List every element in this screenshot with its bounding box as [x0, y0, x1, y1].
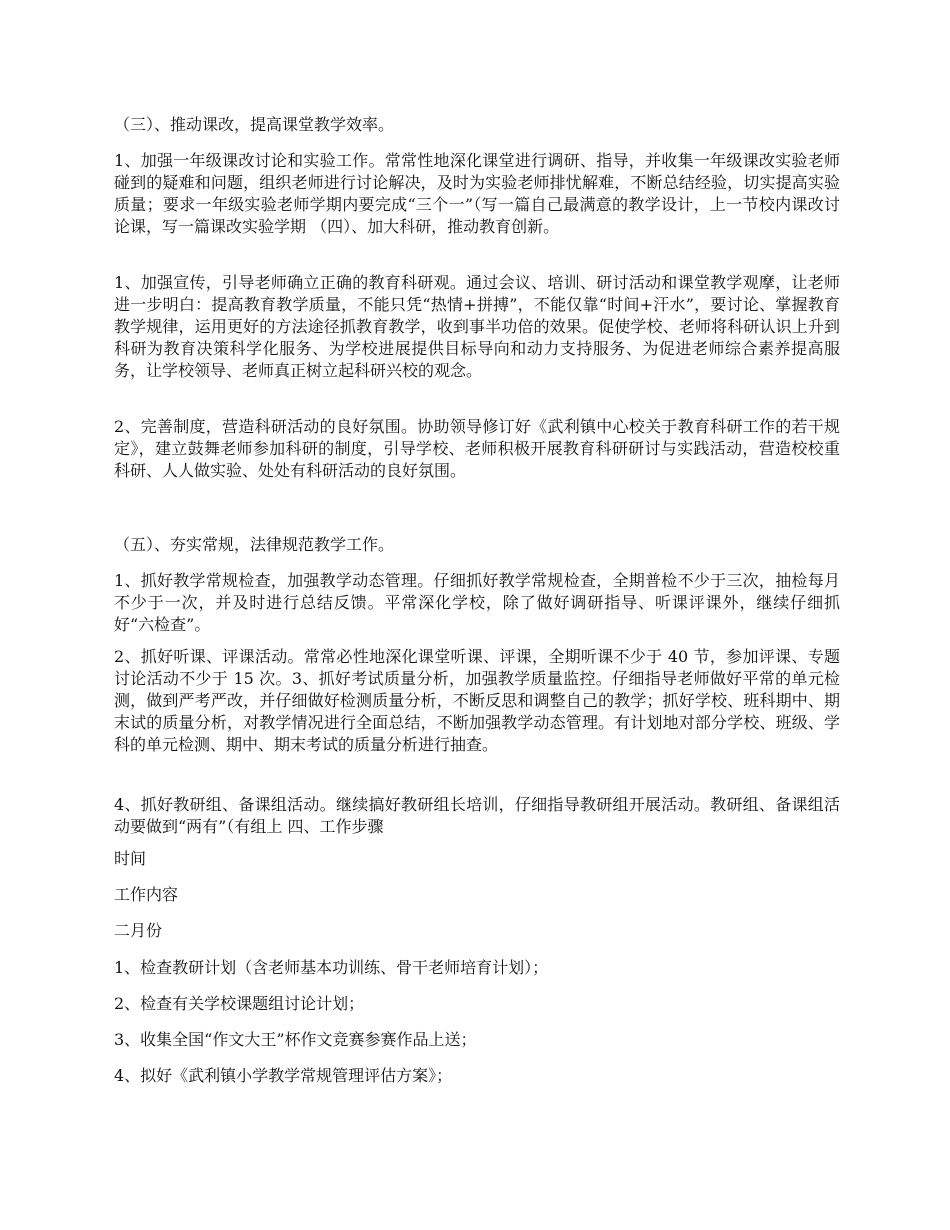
list-item-4: 4、拟好《武利镇小学教学常规管理评估方案》；: [114, 1066, 453, 1085]
label-work-content: 工作内容: [114, 885, 179, 904]
section5-paragraph-2: 2、抓好听课、评课活动。常常必性地深化课堂听课、评课，全期听课不少于 40 节，参加评课、专题讨论活动不少于 15 次。3、抓好考试质量分析，加强教学质量监控。仔细指导老师做好平常的单元检测，做到严考严改，并仔细做好检测质量分析，不断反思和调整自己的教学；抓好学校、班科期中、期末试的质量分析，对教学情况进行全面总结，不断加强教学动态管理。有计划地对部分学校、班级、学科的单元检测、期中、期末考试的质量分析进行抽查。: [114, 647, 840, 754]
label-time: 时间: [114, 849, 147, 868]
section5-paragraph-1: 1、抓好教学常规检查，加强教学动态管理。仔细抓好教学常规检查，全期普检不少于三次，抽检每月不少于一次，并及时进行总结反馈。平常深化学校，除了做好调研指导、听课评课外，继续仔细抓好“六检查”。: [114, 571, 840, 634]
list-item-1: 1、检查教研计划（含老师基本功训练、骨干老师培育计划）；: [114, 958, 549, 977]
list-item-3: 3、收集全国“作文大王”杯作文竞赛参赛作品上送；: [114, 1030, 477, 1049]
section3-paragraph-1: 1、加强一年级课改讨论和实验工作。常常性地深化课堂进行调研、指导，并收集一年级课改实验老师碰到的疑难和问题，组织老师进行讨论解决，及时为实验老师排忧解难，不断总结经验，切实提高实验质量；要求一年级实验老师学期内要完成“三个一”（写一篇自己最满意的教学设计，上一节校内课改讨论课，写一篇课改实验学期 （四）、加大科研，推动教育创新。: [114, 151, 840, 236]
section3-heading: （三）、推动课改，提高课堂教学效率。: [114, 115, 395, 134]
section5-heading: （五）、夯实常规，法律规范教学工作。: [114, 535, 395, 554]
section4-paragraph-1: 1、加强宣传，引导老师确立正确的教育科研观。通过会议、培训、研讨活动和课堂教学观摩，让老师进一步明白：提高教育教学质量，不能只凭“热情+拼搏”，不能仅靠“时间+汗水”，要讨论、掌握教育教学规律，运用更好的方法途径抓教育教学，收到事半功倍的效果。促使学校、老师将科研认识上升到科研为教育决策科学化服务、为学校进展提供目标导向和动力支持服务、为促进老师综合素养提高服务，让学校领导、老师真正树立起科研兴校的观念。: [114, 273, 840, 380]
section5-paragraph-3: 4、抓好教研组、备课组活动。继续搞好教研组长培训，仔细指导教研组开展活动。教研组、备课组活动要做到“两有”（有组上 四、工作步骤: [114, 795, 840, 836]
section4-paragraph-2: 2、完善制度，营造科研活动的良好氛围。协助领导修订好《武利镇中心校关于教育科研工作的若干规定》，建立鼓舞老师参加科研的制度，引导学校、老师积极开展教育科研研讨与实践活动，营造校校重科研、人人做实验、处处有科研活动的良好氛围。: [114, 417, 840, 480]
label-month: 二月份: [114, 921, 163, 940]
list-item-2: 2、检查有关学校课题组讨论计划；: [114, 994, 365, 1013]
